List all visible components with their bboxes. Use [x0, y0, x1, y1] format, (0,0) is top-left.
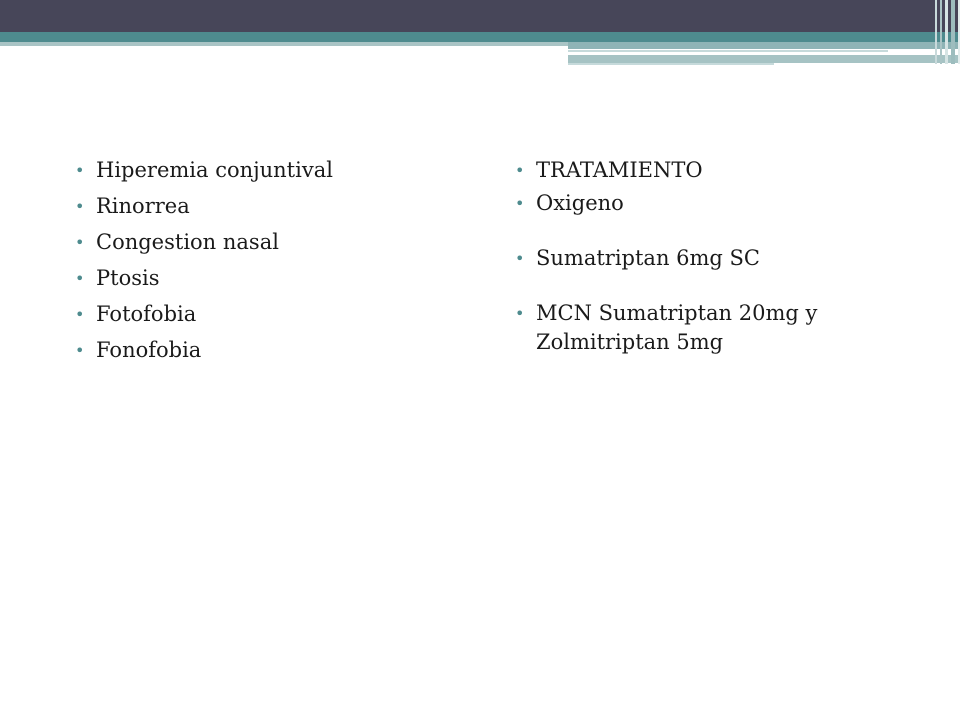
bullet-icon: •: [515, 161, 525, 180]
list-item-text: MCN Sumatriptan 20mg y Zolmitriptan 5mg: [536, 301, 818, 354]
list-item-text: Fotofobia: [96, 302, 197, 326]
symptoms-list: [72, 156, 472, 365]
list-item: [72, 264, 472, 293]
bullet-icon: •: [515, 194, 525, 213]
list-item: [512, 299, 912, 357]
header-dark-bar: [0, 0, 960, 32]
decorative-stripe: [951, 0, 955, 64]
decorative-stripe: [945, 0, 948, 64]
list-item: [72, 156, 472, 185]
header-teal-band: [0, 32, 960, 42]
list-item-text: Ptosis: [96, 266, 160, 290]
treatment-list: [512, 156, 912, 357]
header-step-bar: [568, 42, 960, 49]
list-item-text: Rinorrea: [96, 194, 190, 218]
list-item: [72, 192, 472, 221]
decorative-stripe: [940, 0, 942, 64]
list-item: [512, 156, 912, 185]
bullet-icon: •: [75, 197, 85, 216]
list-item: [72, 300, 472, 329]
list-item: [512, 189, 912, 218]
list-item: [512, 244, 912, 273]
header-step-bar: [568, 55, 960, 63]
header-stripes: [930, 0, 960, 64]
bullet-icon: •: [75, 161, 85, 180]
bullet-icon: •: [515, 249, 525, 268]
right-column: [512, 156, 912, 357]
bullet-icon: •: [75, 233, 85, 252]
decorative-stripe: [935, 0, 937, 64]
list-item-text: TRATAMIENTO: [536, 158, 703, 182]
list-item: [72, 336, 472, 365]
header-light-band: [0, 42, 568, 46]
left-column: [72, 156, 472, 372]
list-item: [72, 228, 472, 257]
bullet-icon: •: [75, 305, 85, 324]
list-item-text: Sumatriptan 6mg SC: [536, 246, 760, 270]
bullet-icon: •: [515, 304, 525, 323]
list-item-text: Congestion nasal: [96, 230, 279, 254]
bullet-icon: •: [75, 341, 85, 360]
list-item-text: Oxigeno: [536, 191, 624, 215]
bullet-icon: •: [75, 269, 85, 288]
header-thin-line: [568, 63, 774, 65]
header-thin-line: [568, 50, 888, 52]
list-item-text: Fonofobia: [96, 338, 202, 362]
list-item-text: Hiperemia conjuntival: [96, 158, 333, 182]
